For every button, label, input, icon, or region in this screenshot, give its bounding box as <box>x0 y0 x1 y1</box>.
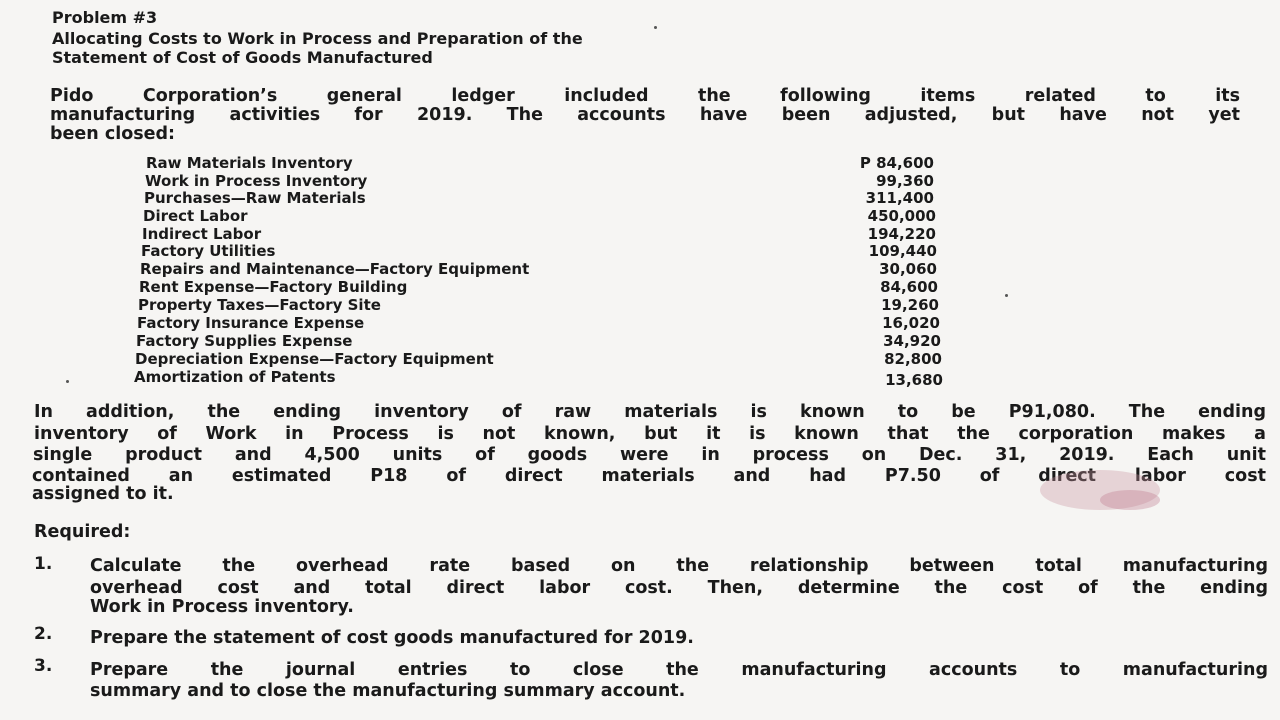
ledger-amount: P 84,600 <box>859 154 934 172</box>
ledger-account: Depreciation Expense—Factory Equipment <box>135 350 494 368</box>
intro-line-3: been closed: <box>50 124 176 144</box>
required-item-2-line-1: Prepare the statement of cost goods manufactured for 2019. <box>90 628 694 648</box>
addition-line-3: single product and 4,500 units of goods were in process on Dec. 31, 2019. Each unit <box>33 445 1266 465</box>
ledger-amount: 30,060 <box>879 260 937 278</box>
ledger-account: Factory Supplies Expense <box>136 332 353 350</box>
ledger-amount: 450,000 <box>867 207 936 225</box>
ledger-account: Property Taxes—Factory Site <box>138 296 381 314</box>
required-item-1-line-2: overhead cost and total direct labor cost. Then, determine the cost of the ending <box>90 578 1268 598</box>
addition-line-2: inventory of Work in Process is not known, but it is known that the corporation makes a <box>34 424 1266 444</box>
ledger-account: Purchases—Raw Materials <box>144 189 366 207</box>
ledger-amount: 13,680 <box>885 371 943 389</box>
ledger-account: Amortization of Patents <box>134 368 336 386</box>
ledger-account: Work in Process Inventory <box>145 172 368 190</box>
item-number: 2. <box>34 624 53 644</box>
ledger-account: Repairs and Maintenance—Factory Equipment <box>140 260 530 278</box>
speck <box>66 380 69 383</box>
ledger-amount: 16,020 <box>882 314 940 332</box>
ledger-amount: 109,440 <box>868 242 937 260</box>
ledger-account: Indirect Labor <box>142 225 262 243</box>
addition-line-5: assigned to it. <box>32 484 174 504</box>
intro-line-2: manufacturing activities for 2019. The accounts have been adjusted, but have not yet <box>50 105 1240 125</box>
speck <box>654 26 657 29</box>
ledger-account: Factory Utilities <box>141 242 276 260</box>
required-item-3-line-1: Prepare the journal entries to close the manufacturing accounts to manufacturing <box>90 660 1268 680</box>
required-heading: Required: <box>34 522 131 542</box>
addition-line-1: In addition, the ending inventory of raw materials is known to be P91,080. The ending <box>34 402 1266 422</box>
ledger-amount: 82,800 <box>884 350 942 368</box>
problem-title-line-1: Allocating Costs to Work in Process and Preparation of the <box>52 29 583 48</box>
stain-mark <box>1100 490 1160 510</box>
ledger-amount: 84,600 <box>880 278 938 296</box>
ledger-amount: 194,220 <box>867 225 936 243</box>
ledger-amount: 19,260 <box>881 296 939 314</box>
ledger-amount: 99,360 <box>876 172 934 190</box>
ledger-account: Direct Labor <box>143 207 248 225</box>
ledger-account: Factory Insurance Expense <box>137 314 365 332</box>
item-number: 1. <box>34 554 53 574</box>
ledger-amount: 34,920 <box>883 332 941 350</box>
ledger-account: Rent Expense—Factory Building <box>139 278 408 296</box>
required-item-1-line-3: Work in Process inventory. <box>90 597 354 617</box>
problem-title-line-2: Statement of Cost of Goods Manufactured <box>52 48 433 67</box>
ledger-account: Raw Materials Inventory <box>146 154 353 172</box>
addition-line-4: contained an estimated P18 of direct materials and had P7.50 of direct labor cost <box>32 466 1266 486</box>
required-item-3-line-2: summary and to close the manufacturing summary account. <box>90 681 686 701</box>
problem-number: Problem #3 <box>52 8 158 27</box>
speck <box>1005 294 1008 297</box>
ledger-amount: 311,400 <box>865 189 934 207</box>
item-number: 3. <box>34 656 53 676</box>
intro-line-1: Pido Corporation’s general ledger included the following items related to its <box>50 86 1240 106</box>
required-item-1-line-1: Calculate the overhead rate based on the relationship between total manufacturing <box>90 556 1268 576</box>
